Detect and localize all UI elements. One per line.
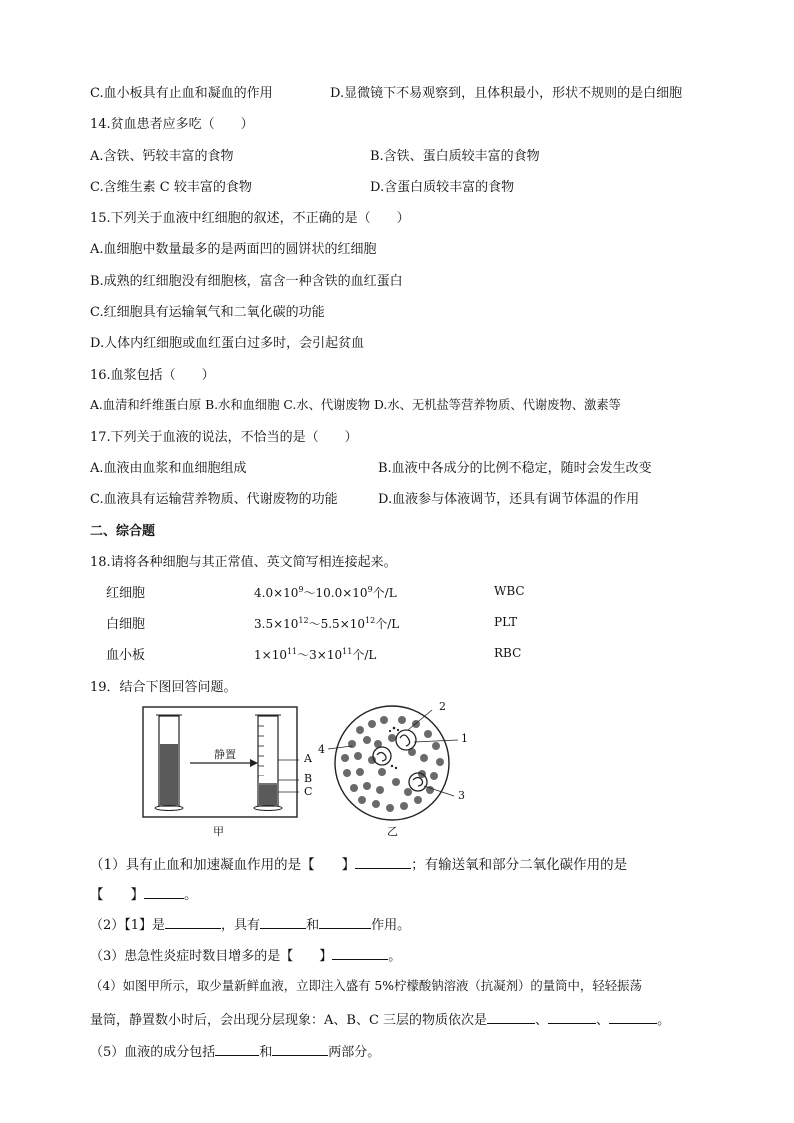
q18-abbreviation: RBC [494, 646, 522, 660]
q15-stem: 15.下列关于血液中红细胞的叙述，不正确的是（ ） [90, 211, 410, 226]
q19-part3: （3）患急性炎症时数目增多的是【 】 。 [90, 949, 402, 964]
q18-normal-value: $4.0\times 10^9\sim 10.0\times 10^9$个/L [254, 585, 397, 600]
answer-blank[interactable] [609, 1011, 657, 1024]
q18-stem: 18.请将各种细胞与其正常值、英文简写相连接起来。 [90, 555, 397, 570]
q18-cell-name: 血小板 [106, 648, 146, 663]
answer-blank[interactable] [355, 856, 411, 869]
q18-cell-name: 白细胞 [106, 617, 146, 632]
q17-option-c: C.血液具有运输营养物质、代谢废物的功能 [90, 492, 338, 507]
layer-label-b: B [304, 772, 313, 785]
answer-blank[interactable] [319, 916, 371, 929]
answer-blank[interactable] [215, 1043, 259, 1056]
answer-blank[interactable] [487, 1011, 535, 1024]
q19-part1-line1: （1）具有止血和加速凝血作用的是【 】 ；有输送氧和部分二氧化碳作用的是 [90, 857, 628, 873]
layer-label-a: A [304, 752, 312, 765]
answer-blank[interactable] [332, 947, 388, 960]
section-heading: 二、综合题 [90, 524, 156, 539]
q17-option-b: B.血液中各成分的比例不稳定，随时会发生改变 [378, 461, 652, 476]
answer-blank[interactable] [260, 916, 306, 929]
q16-options: A.血清和纤维蛋白原 B.水和血细胞 C.水、代谢废物 D.水、无机盐等营养物质、代谢废物、激素等 [90, 398, 621, 412]
q19-part4-line2: 量筒，静置数小时后，会出现分层现象：A、B、C 三层的物质依次是 、 、 。 [90, 1013, 671, 1028]
q15-option-d: D.人体内红细胞或血红蛋白过多时，会引起贫血 [90, 336, 365, 351]
q13-option-d: D.显微镜下不易观察到，且体积最小，形状不规则的是白细胞 [330, 86, 683, 101]
q17-option-a: A.血液由血浆和血细胞组成 [90, 461, 247, 476]
arrow-label: 静置 [214, 748, 236, 761]
q19-part1-line2: 【 】 。 [90, 887, 198, 903]
yi-label-3: 3 [458, 789, 465, 802]
answer-blank[interactable] [144, 886, 184, 899]
q14-option-c: C.含维生素 C 较丰富的食物 [90, 180, 252, 195]
q14-option-b: B.含铁、蛋白质较丰富的食物 [370, 149, 540, 164]
figure-jia-caption: 甲 [213, 825, 224, 838]
q14-option-a: A.含铁、钙较丰富的食物 [90, 149, 234, 164]
q19-part4-line1: （4）如图甲所示，取少量新鲜血液，立即注入盛有 5%柠檬酸钠溶液（抗凝剂）的量筒中，轻轻振荡 [90, 978, 642, 993]
cylinder-before [155, 715, 183, 811]
q16-stem: 16.血浆包括（ ） [90, 368, 215, 383]
figure-yi [312, 700, 482, 835]
yi-label-1: 1 [461, 732, 468, 745]
q13-option-c: C.血小板具有止血和凝血的作用 [90, 86, 273, 101]
q18-cell-name: 红细胞 [106, 586, 146, 601]
figure-jia [142, 706, 300, 834]
q17-option-d: D.血液参与体液调节，还具有调节体温的作用 [378, 492, 640, 507]
q18-normal-value: $1\times 10^{11}\sim 3\times 10^{11}$个/L [254, 647, 377, 662]
q15-option-b: B.成熟的红细胞没有细胞核，富含一种含铁的血红蛋白 [90, 274, 403, 289]
q18-normal-value: $3.5\times 10^{12}\sim 5.5\times 10^{12}$个/L [254, 616, 400, 631]
q19-stem: 19．结合下图回答问题。 [90, 680, 237, 695]
yi-label-4: 4 [318, 743, 325, 756]
layer-label-c: C [304, 785, 313, 798]
q19-part5: （5）血液的成分包括 和 两部分。 [90, 1045, 381, 1060]
q19-part2: （2）【1】是 ，具有 和 作用。 [90, 918, 411, 933]
q14-option-d: D.含蛋白质较丰富的食物 [370, 180, 515, 195]
answer-blank[interactable] [272, 1043, 328, 1056]
q15-option-c: C.红细胞具有运输氧气和二氧化碳的功能 [90, 305, 325, 320]
q15-option-a: A.血细胞中数量最多的是两面凹的圆饼状的红细胞 [90, 242, 377, 257]
figure-yi-caption: 乙 [387, 825, 398, 838]
q14-stem: 14.贫血患者应多吃（ ） [90, 117, 254, 132]
microscope-field [335, 706, 449, 820]
q18-abbreviation: PLT [494, 615, 518, 629]
q18-abbreviation: WBC [494, 584, 525, 598]
cylinder-after [254, 715, 282, 811]
q17-stem: 17.下列关于血液的说法，不恰当的是（ ） [90, 430, 358, 445]
answer-blank[interactable] [165, 916, 221, 929]
answer-blank[interactable] [548, 1011, 596, 1024]
yi-label-2: 2 [439, 700, 446, 713]
